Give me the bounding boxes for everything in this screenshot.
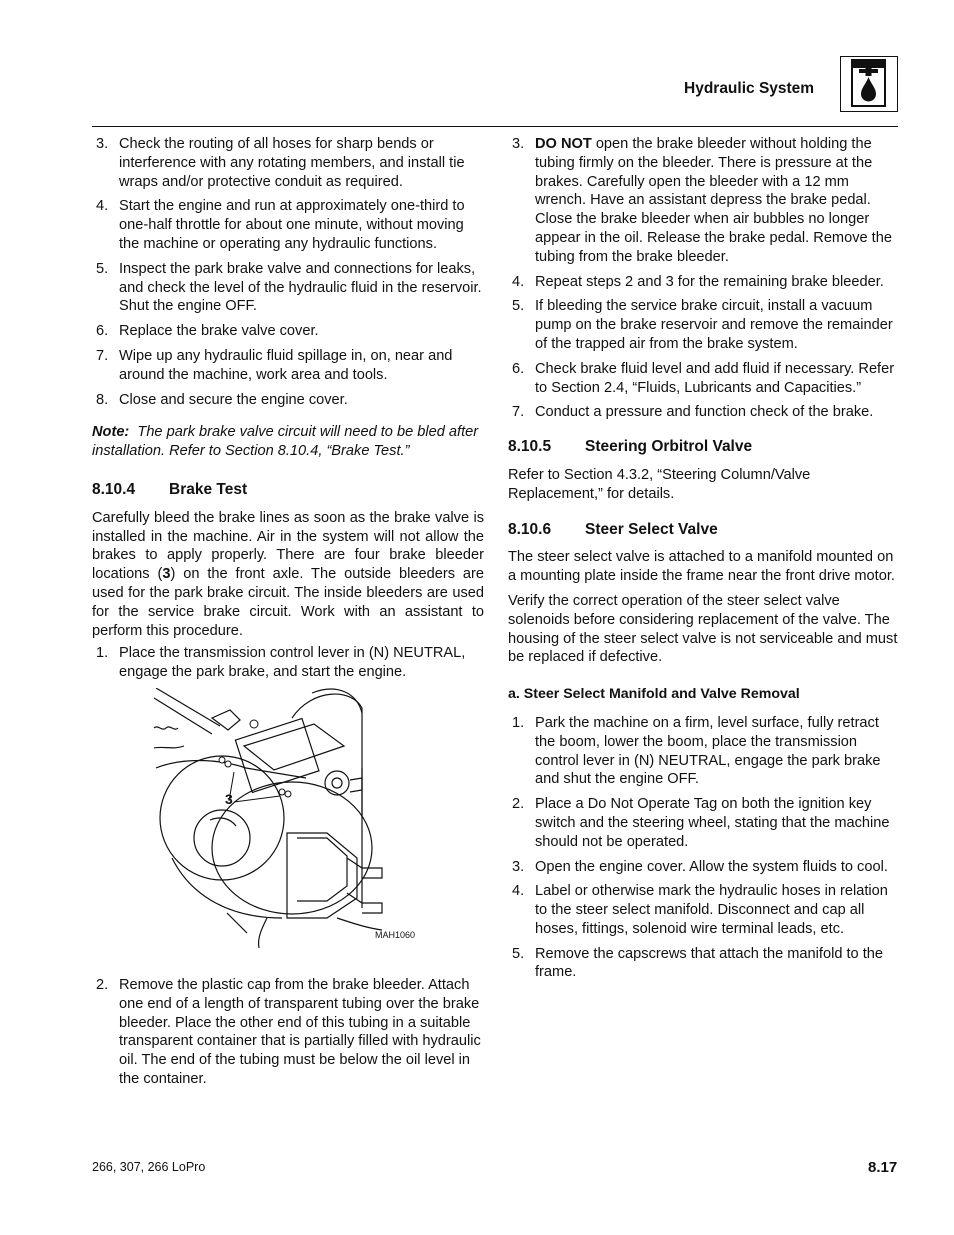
manifold-removal-steps (508, 714, 900, 982)
figure-callout: 3 (225, 790, 233, 807)
right-column (508, 135, 900, 988)
section-heading-steer-select: 8.10.6 Steer Select Valve (508, 520, 718, 538)
list-item: 7. Wipe up any hydraulic fluid spillage in, on, near and around the machine, work area and tools. (96, 347, 453, 383)
list-item: 7. Conduct a pressure and function check of the brake. (512, 404, 874, 421)
list-item: 4. Label or otherwise mark the hydraulic hoses in relation to the steer select manifold. Disconnect and cap all hoses, fittings, solenoid wire terminal leads, etc. (512, 883, 888, 937)
list-item: 5. If bleeding the service brake circuit, install a vacuum pump on the brake reservoir and remove the remainder of the trapped air from the brake system. (512, 298, 893, 352)
list-item: 6. Check brake fluid level and add fluid if necessary. Refer to Section 2.4, “Fluids, Lubricants and Capacities.” (512, 360, 895, 396)
list-item: 2. Remove the plastic cap from the brake bleeder. Attach one end of a length of transparent tubing over the brake bleeder. Place the other end of this tubing in a suitable transparent container that is partially filled with hydraulic oil. The end of the tubing must be below the oil level in the container. (96, 976, 481, 1087)
list-item: 6. Replace the brake valve cover. (96, 323, 319, 340)
subheading-manifold-removal: a. Steer Select Manifold and Valve Removal (508, 686, 800, 703)
brake-test-steps-right (508, 135, 900, 422)
steer-select-paragraph-2: Verify the correct operation of the steer select valve solenoids before considering replacement of the valve. The housing of the steer select valve is not serviceable and must be replaced if defective. (508, 592, 898, 666)
list-item: 3. DO NOT open the brake bleeder without holding the tubing firmly on the bleeder. There is pressure at the brakes. Carefully open the bleeder with a 12 mm wrench. Have an assistant depress the brake pedal. Close the brake bleeder when air bubbles no longer appear in the oil. Release the brake pedal. Remove the tubing from the brake bleeder. (512, 136, 892, 265)
brake-test-steps-list-continued (92, 976, 484, 1089)
list-item: 1. Park the machine on a firm, level surface, fully retract the boom, lower the boom, place the transmission control lever in (N) NEUTRAL, engage the park brake and shut the engine OFF. (512, 714, 881, 788)
brake-bleeder-figure (92, 688, 484, 973)
brake-bleeder-illustration (92, 688, 484, 973)
list-item: 3. Check the routing of all hoses for sharp bends or interference with any rotating members, and install tie wraps and/or protective conduit as required. (96, 136, 465, 190)
footer-models: 266, 307, 266 LoPro (92, 1160, 206, 1174)
hydraulic-oil-drop-icon (840, 56, 898, 112)
list-item: 3. Open the engine cover. Allow the system fluids to cool. (512, 858, 888, 875)
section-heading-brake-test: 8.10.4 Brake Test (92, 480, 248, 498)
list-item: 1. Place the transmission control lever in (N) NEUTRAL, engage the park brake, and start the engine. (96, 645, 466, 681)
list-item: 2. Place a Do Not Operate Tag on both the ignition key switch and the steering wheel, stating that the machine should not be operated. (512, 796, 890, 850)
list-item: 4. Repeat steps 2 and 3 for the remaining brake bleeder. (512, 273, 884, 290)
orbitrol-paragraph: Refer to Section 4.3.2, “Steering Column/Valve Replacement,” for details. (508, 466, 811, 502)
list-item: 4. Start the engine and run at approximately one-third to one-half throttle for about one minute, without moving the machine or operating any hydraulic functions. (96, 198, 465, 252)
list-item: 8. Close and secure the engine cover. (96, 391, 348, 408)
page-number: 8.17 (868, 1159, 898, 1176)
install-steps-list (92, 135, 484, 409)
steer-select-paragraph-1: The steer select valve is attached to a manifold mounted on a mounting plate inside the frame near the front drive motor. (508, 549, 895, 585)
left-column (92, 135, 484, 1095)
note: Note: The park brake valve circuit will need to be bled after installation. Refer to Section 8.10.4, “Brake Test.” (92, 424, 479, 460)
section-heading-steering-orbitrol: 8.10.5 Steering Orbitrol Valve (508, 438, 753, 456)
figure-id: MAH1060 (375, 929, 416, 940)
brake-test-steps-list (92, 644, 484, 682)
header-title: Hydraulic System (684, 80, 815, 97)
header-rule (92, 126, 898, 127)
list-item: 5. Inspect the park brake valve and connections for leaks, and check the level of the hydraulic fluid in the reservoir. Shut the engine OFF. (96, 260, 482, 315)
list-item: 5. Remove the capscrews that attach the manifold to the frame. (512, 945, 884, 981)
brake-test-paragraph: Carefully bleed the brake lines as soon as the brake valve is installed in the machine. Air in the system will not allow the brakes to apply properly. There are four brake bleeder locations (3) on the front axle. The outside bleeders are used for the park brake circuit. The inside bleeders are used for the service brake circuit. Work with an assistant to perform this procedure. (92, 509, 484, 639)
